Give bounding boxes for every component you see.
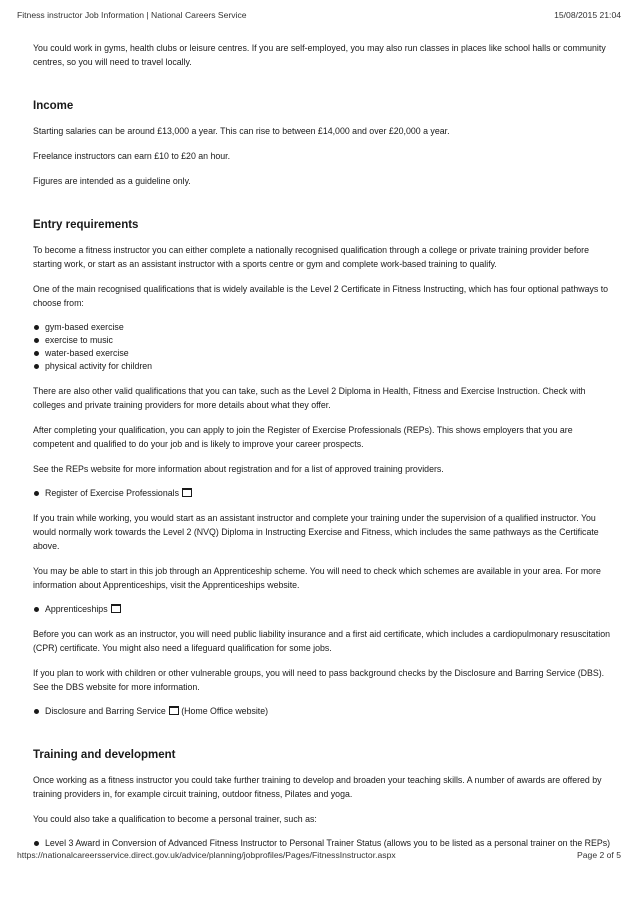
entry-paragraph: After completing your qualification, you can apply to join the Register of Exercise Professionals (REPs). This shows employers that you are competent and qualified to do your job and is likely to improve your career prospects.	[33, 425, 573, 449]
training-paragraph: Once working as a fitness instructor you could take further training to develop and broaden your teaching skills. A number of awards are offered by training providers in, for example circuit training, outdoor fitness, Pilates and yoga.	[33, 775, 602, 799]
dbs-link-list	[33, 705, 616, 718]
dbs-link[interactable]: Disclosure and Barring Service	[45, 706, 166, 716]
page-content	[33, 41, 616, 861]
list-item: gym-based exercise	[33, 321, 616, 334]
income-paragraph: Freelance instructors can earn £10 to £20 an hour.	[33, 151, 231, 161]
print-header	[17, 10, 621, 20]
external-link-icon	[182, 488, 192, 497]
list-item: physical activity for children	[33, 360, 616, 373]
training-heading: Training and development	[33, 749, 176, 761]
entry-section	[33, 218, 616, 718]
entry-paragraph: If you train while working, you would start as an assistant instructor and complete your training under the supervision of a qualified instructor. You would normally work towards the Level 2 (NVQ) Diploma in Instructing Exercise and Fitness, which includes the same pathways as the Certificate above.	[33, 513, 599, 551]
apprenticeships-link[interactable]: Apprenticeships	[45, 604, 108, 614]
income-paragraph: Starting salaries can be around £13,000 a year. This can rise to between £14,000 and over £20,000 a year.	[33, 126, 450, 136]
page-url: https://nationalcareersservice.direct.gov.uk/advice/planning/jobprofiles/Pages/FitnessInstructor.aspx	[17, 850, 396, 860]
pathway-list	[33, 321, 616, 373]
list-item: Level 3 Award in Conversion of Advanced Fitness Instructor to Personal Trainer Status (allows you to be listed as a personal trainer on the REPs)	[33, 837, 616, 850]
reps-link-list	[33, 487, 616, 500]
external-link-icon	[169, 706, 179, 715]
entry-paragraph: One of the main recognised qualifications that is widely available is the Level 2 Certificate in Fitness Instructing, which has four optional pathways to choose from:	[33, 284, 609, 308]
income-section	[33, 99, 616, 188]
entry-heading: Entry requirements	[33, 219, 139, 231]
print-datetime: 15/08/2015 21:04	[554, 10, 621, 20]
income-paragraph: Figures are intended as a guideline only.	[33, 176, 191, 186]
document-title: Fitness instructor Job Information | National Careers Service	[17, 10, 247, 20]
list-item: water-based exercise	[33, 347, 616, 360]
entry-paragraph: Before you can work as an instructor, you will need public liability insurance and a first aid certificate, which includes a cardiopulmonary resuscitation (CPR) certificate. You might also need a lifeguard qualification for some jobs.	[33, 629, 610, 653]
intro-paragraph: You could work in gyms, health clubs or leisure centres. If you are self-employed, you may also run classes in places like school halls or community centres, so you will need to travel locally.	[33, 43, 606, 67]
entry-paragraph: You may be able to start in this job through an Apprenticeship scheme. You will need to check which schemes are available in your area. For more information about Apprenticeships, visit the Apprenticeships website.	[33, 566, 601, 590]
apprenticeships-link-list	[33, 603, 616, 616]
list-item	[33, 705, 616, 718]
training-paragraph: You could also take a qualification to become a personal trainer, such as:	[33, 814, 317, 824]
dbs-link-suffix: (Home Office website)	[181, 706, 269, 716]
entry-paragraph: See the REPs website for more information about registration and for a list of approved training providers.	[33, 464, 444, 474]
reps-link[interactable]: Register of Exercise Professionals	[45, 488, 179, 498]
print-footer	[17, 850, 621, 860]
list-item	[33, 487, 616, 500]
entry-paragraph: If you plan to work with children or other vulnerable groups, you will need to pass background checks by the Disclosure and Barring Service (DBS). See the DBS website for more information.	[33, 668, 605, 692]
list-item: exercise to music	[33, 334, 616, 347]
entry-paragraph: There are also other valid qualifications that you can take, such as the Level 2 Diploma in Health, Fitness and Exercise Instruction. Check with colleges and private training providers for more details about what they offer.	[33, 386, 586, 410]
entry-paragraph: To become a fitness instructor you can either complete a nationally recognised qualification through a college or private training provider before starting work, or start as an assistant instructor with a sports centre or gym and complete work-based training to qualify.	[33, 245, 589, 269]
training-section	[33, 748, 616, 850]
external-link-icon	[111, 604, 121, 613]
list-item	[33, 603, 616, 616]
income-heading: Income	[33, 100, 74, 112]
trainer-qualification-list	[33, 837, 616, 850]
page-number: Page 2 of 5	[577, 850, 621, 860]
